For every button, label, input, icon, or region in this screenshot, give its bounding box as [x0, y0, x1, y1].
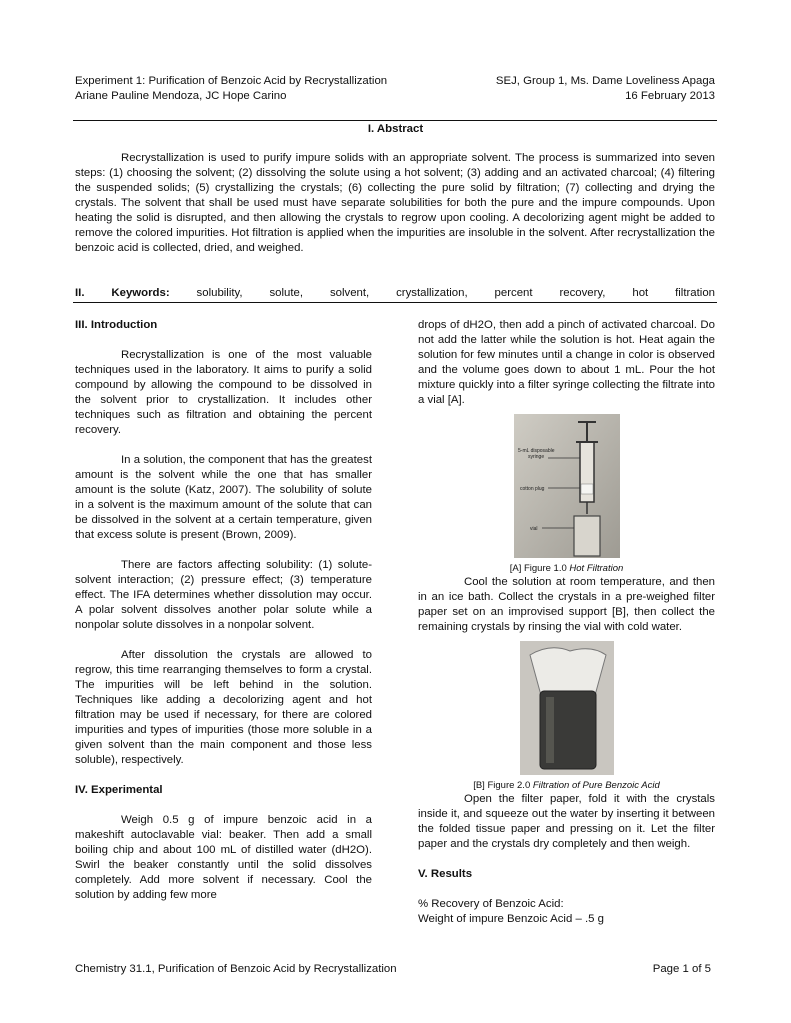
page-footer [75, 962, 711, 977]
filtration-photo [520, 641, 614, 780]
keywords-row [75, 286, 715, 301]
experimental-paragraph-1: Weigh 0.5 g of impure benzoic acid in a makeshift autoclavable vial: beaker. Then add a small boiling chip and about 100 mL of distilled water (dH2O). Swirl the beaker constantly until the solid dissolves completely. Add more solvent if necessary. Cool the solution by adding few more [75, 814, 372, 901]
keyword: solubility, [196, 287, 243, 299]
introduction-heading: III. Introduction [75, 319, 158, 331]
keywords-label: Keywords: [111, 287, 170, 299]
abstract-text: Recrystallization is used to purify impure solids with an appropriate solvent. The process is summarized into seven steps: (1) choosing the solvent; (2) dissolving the solute using a hot solvent; (3) adding and an activated charcoal; (4) filtering the suspended solids; (5) crystallizing the crystals; (6) collecting the pure solid by filtration; (7) collecting and drying the crystals. The solvent that shall be used must have separate solubilities for both the pure and the impure compounds. Upon heating the solid is disrupted, and then allowing the crystals to regrow upon cooling. A decolorizing agent might be added to remove the colored impurities. Hot filtration is applied when the impurities are insoluble in the solvent. After recrystallization the benzoic acid is collected, dried, and weighed. [75, 152, 715, 254]
keyword: solute, [269, 287, 304, 299]
page-number: Page 1 of 5 [652, 963, 711, 975]
experimental-paragraph-1-cont: drops of dH2O, then add a pinch of activated charcoal. Do not add the latter while the solution is hot. Heat again the solution for few minutes until a change in color is observed and the volume goes down to about 1 mL. Pour the hot mixture quickly into a filter syringe collecting the filtrate into a vial [A]. [418, 319, 715, 406]
vial-label: vial [529, 526, 538, 532]
keyword: percent [494, 287, 533, 299]
intro-paragraph-4: After dissolution the crystals are allowed to regrow, this time rearranging themselves to form a crystal. The impurities will be left behind in the solution. Techniques like adding a decolorizing agent and hot filtration may be used if necessary, for there are colored impurities and types of impurities (those more soluble in a given solvent than the main component and those less soluble), respectively. [75, 649, 372, 766]
intro-paragraph-3: There are factors affecting solubility: (1) solute-solvent interaction; (2) pressure effect; (3) temperature effect. The IFA determines whether dissolution may occur. A polar solvent dissolves another polar solute while a nonpolar solute dissolves in a nonpolar solvent. [75, 559, 372, 631]
beaker-filter-illustration [520, 641, 614, 775]
right-column [418, 318, 715, 927]
keyword: crystallization, [396, 287, 468, 299]
figure-2 [418, 641, 715, 792]
keyword: filtration [675, 287, 715, 299]
keyword: solvent, [329, 287, 370, 299]
date: 16 February 2013 [625, 90, 715, 102]
figure-2-caption [418, 780, 715, 792]
figure-2-tag: [B] Figure 2.0 [473, 780, 531, 791]
header-rule [73, 120, 717, 121]
results-heading: V. Results [418, 868, 473, 880]
figure-1-caption [418, 563, 715, 575]
figure-1 [418, 414, 715, 575]
figure-2-title: Filtration of Pure Benzoic Acid [532, 780, 660, 791]
footer-course: Chemistry 31.1, Purification of Benzoic Acid by Recrystallization [75, 963, 397, 975]
left-column [75, 318, 372, 903]
abstract-heading: I. Abstract [367, 123, 424, 135]
group-info: SEJ, Group 1, Ms. Dame Loveliness Apaga [495, 75, 715, 87]
syringe-label: 5-mL disposable [517, 448, 555, 454]
experimental-paragraph-2: Cool the solution at room temperature, and then in an ice bath. Collect the crystals in a pre-weighed filter paper set on an improvised support [B], then collect the remaining crystals by rinsing the vial with cold water. [418, 576, 715, 633]
experiment-title: Experiment 1: Purification of Benzoic Acid by Recrystallization [75, 75, 388, 87]
results-line-1: % Recovery of Benzoic Acid: [418, 898, 564, 910]
intro-paragraph-1: Recrystallization is one of the most valuable techniques used in the laboratory. It aims to purify a solid compound by allowing the compound to be dissolved in the solvent prior to crystallization. It includes other techniques such as filtration and obtaining the percent recovery. [75, 349, 372, 436]
syringe-illustration [514, 414, 620, 558]
figure-1-title: Hot Filtration [569, 563, 624, 574]
syringe-label-2: syringe [527, 454, 544, 460]
keyword: hot [632, 287, 649, 299]
cotton-plug-label: cotton plug [519, 486, 544, 492]
experimental-paragraph-3: Open the filter paper, fold it with the crystals inside it, and squeeze out the water by inserting it between the folded tissue paper and pressing on it. Let the filter paper and the crystals dry completely and then weigh. [418, 793, 715, 850]
page-header [75, 74, 715, 104]
authors: Ariane Pauline Mendoza, JC Hope Carino [75, 90, 287, 102]
results-line-2: Weight of impure Benzoic Acid – .5 g [418, 913, 604, 925]
keywords-rule [73, 302, 717, 303]
experimental-heading: IV. Experimental [75, 784, 163, 796]
intro-paragraph-2: In a solution, the component that has the greatest amount is the solvent while the one that has smaller amount is the solute (Katz, 2007). The solubility of solute in a solvent is the maximum amount of the solute that can be dissolved in the solvent at a certain temperature, given that excess solute is present (Brown, 2009). [75, 454, 372, 541]
abstract-body [75, 151, 715, 256]
hot-filtration-photo [514, 414, 620, 563]
keyword: recovery, [559, 287, 606, 299]
figure-1-tag: [A] Figure 1.0 [509, 563, 567, 574]
keywords-number: II. [75, 287, 85, 299]
